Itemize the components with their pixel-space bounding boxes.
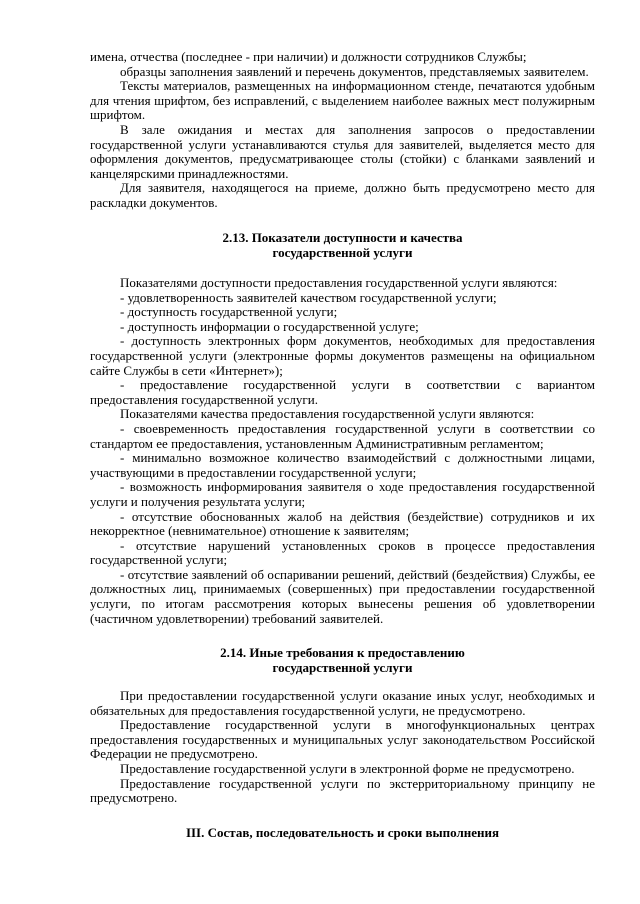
paragraph: Показателями качества предоставления государственной услуги являются: [120, 406, 535, 422]
list-item: - минимально возможное количество взаимодействий с должностными лицами, участвующими в предоставлении государственной услуги; [90, 450, 595, 480]
section-heading-line: 2.14. Иные требования к предоставлению [220, 645, 465, 660]
list-item: - доступность информации о государственной услуге; [120, 318, 419, 334]
section-heading-line: III. Состав, последовательность и сроки выполнения [185, 825, 500, 840]
paragraph: Предоставление государственной услуги в электронной форме не предусмотрено. [120, 760, 575, 776]
section-heading-line: 2.13. Показатели доступности и качества [222, 230, 463, 245]
list-item: - возможность информирования заявителя о ходе предоставления государственной услуги и получения результата услуги; [90, 479, 595, 509]
paragraph: Предоставление государственной услуги по экстерриториальному принципу не предусмотрено. [90, 775, 595, 806]
paragraph: Для заявителя, находящегося на приеме, должно быть предусмотрено место для раскладки документов. [90, 180, 595, 210]
paragraph: Показателями доступности предоставления государственной услуги являются: [120, 275, 558, 290]
paragraph: При предоставлении государственной услуги оказание иных услуг, необходимых и обязательных для предоставления государственной услуги, не предусмотрено. [90, 688, 595, 718]
list-item: - отсутствие нарушений установленных сроков в процессе предоставления государственной услуги; [90, 537, 595, 568]
list-item: - доступность государственной услуги; [120, 304, 338, 320]
list-item: - предоставление государственной услуги в соответствии с вариантом предоставления государственной услуги. [90, 377, 595, 407]
paragraph: Предоставление государственной услуги в многофункциональных центрах предоставления государственных и муниципальных услуг законодательством Российской Федерации не предусмотрено. [90, 717, 595, 762]
section-3-heading [90, 826, 595, 841]
section-2-14-body [90, 689, 595, 806]
list-item: - своевременность предоставления государственной услуги в соответствии со стандартом ее предоставления, установленным Административным регламентом; [90, 420, 595, 451]
paragraph: образцы заполнения заявлений и перечень документов, представляемых заявителем. [120, 63, 589, 79]
section-2-14-heading [90, 646, 595, 675]
paragraph: имена, отчества (последнее - при наличии) и должности сотрудников Службы; [90, 49, 527, 64]
section-heading-line: государственной услуги [272, 244, 413, 260]
list-item: - доступность электронных форм документов, необходимых для предоставления государственной услуги (электронные формы документов размещены на официальном сайте Службы в сети «Интернет»); [90, 333, 595, 378]
section-heading-line: государственной услуги [272, 659, 413, 675]
list-item: - отсутствие обоснованных жалоб на действия (бездействие) сотрудников и их некорректное (невнимательное) отношение к заявителям; [90, 508, 595, 539]
list-item: - удовлетворенность заявителей качеством государственной услуги; [120, 289, 497, 305]
paragraph: Тексты материалов, размещенных на информационном стенде, печатаются удобным для чтения шрифтом, без исправлений, с выделением наиболее важных мест полужирным шрифтом. [90, 78, 595, 123]
list-item: - отсутствие заявлений об оспаривании решений, действий (бездействия) Службы, ее должностных лиц, принимаемых (совершенных) при предоставлении государственной услуги, по итогам рассмотрения которых вынесены решения об удовлетворении (частичном удовлетворении) требований заявителей. [90, 566, 595, 626]
top-text-block [90, 50, 595, 211]
paragraph: В зале ожидания и местах для заполнения запросов о предоставлении государственной услуги устанавливаются стулья для заявителей, выделяется место для оформления документов, предусматривающее столы (стойки) с бланками заявлений и канцелярскими принадлежностями. [90, 121, 595, 181]
section-2-13-heading [90, 231, 595, 260]
section-2-13-body [90, 276, 595, 626]
